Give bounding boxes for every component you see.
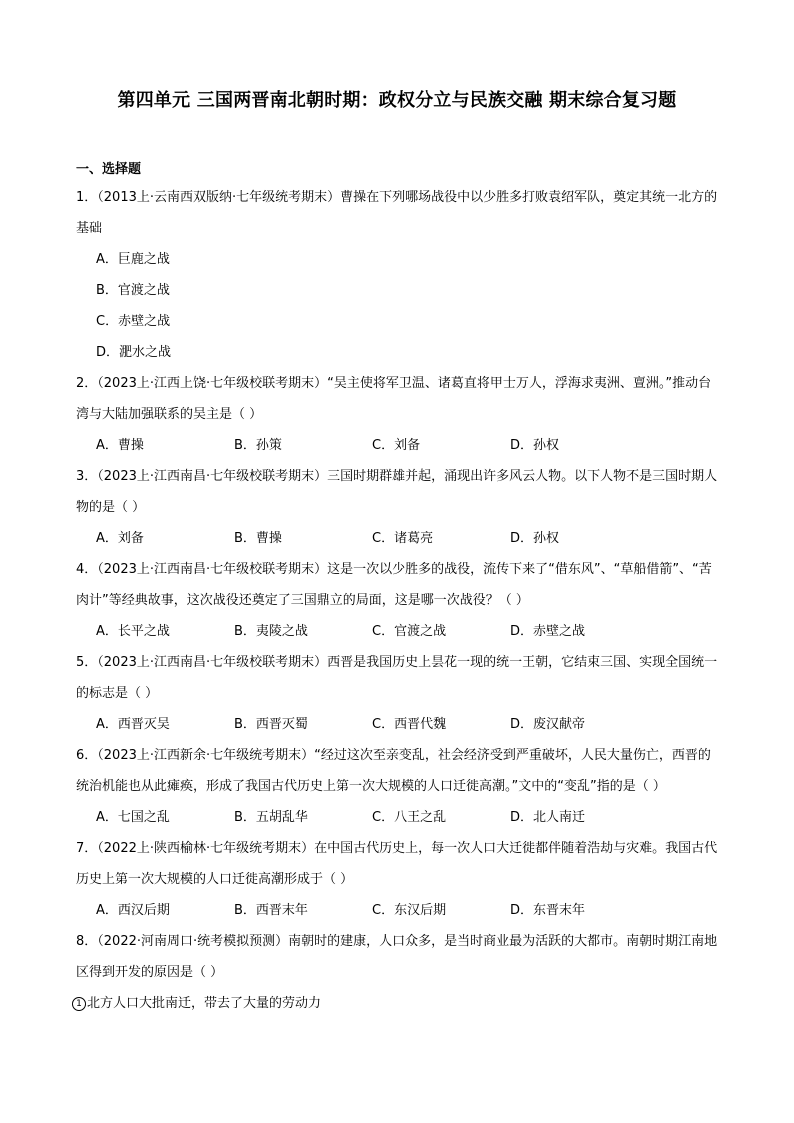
question-2-option-b: B．孙策 [234, 438, 282, 453]
question-8-statement-text: 北方人口大批南迁，带去了大量的劳动力 [87, 996, 322, 1011]
question-3-options [76, 523, 721, 554]
question-5-option-b: B．西晋灭蜀 [234, 717, 308, 732]
question-5-options [76, 709, 721, 740]
question-2-option-d: D．孙权 [510, 438, 560, 453]
question-8-statement-1 [72, 988, 721, 1019]
question-3-stem: 3．（2023上·江西南昌·七年级校联考期末）三国时期群雄并起，涌现出许多风云人物。以下人物不是三国时期人物的是（ ） [76, 469, 718, 515]
question-6-option-b: B．五胡乱华 [234, 810, 308, 825]
question-7-option-b: B．西晋末年 [234, 903, 308, 918]
question-2-option-a: A．曹操 [96, 438, 144, 453]
question-2-stem: 2．（2023上·江西上饶·七年级校联考期末）“吴主使将军卫温、诸葛直将甲士万人，浮海求夷洲、亶洲。”推动台湾与大陆加强联系的吴主是（ ） [76, 376, 712, 422]
question-3-option-b: B．曹操 [234, 531, 282, 546]
question-4-option-d: D．赤壁之战 [510, 624, 586, 639]
question-5-option-d: D．废汉献帝 [510, 717, 586, 732]
question-8-stem: 8．（2022·河南周口·统考模拟预测）南朝时的建康，人口众多，是当时商业最为活跃的大都市。南朝时期江南地区得到开发的原因是（ ） [76, 934, 718, 980]
question-list [76, 158, 721, 1019]
question-6-option-c: C．八王之乱 [372, 810, 447, 825]
question-1-stem: 1．（2013上·云南西双版纳·七年级统考期末）曹操在下列哪场战役中以少胜多打败袁绍军队，奠定其统一北方的基础 [76, 190, 718, 236]
question-2-option-c: C．刘备 [372, 438, 421, 453]
question-6-stem: 6．（2023上·江西新余·七年级统考期末）“经过这次至亲变乱，社会经济受到严重破坏，人民大量伤亡，西晋的统治机能也从此瘫痪，形成了我国古代历史上第一次大规模的人口迁徙高潮。”文中的“变乱”指的是（ ） [76, 748, 711, 794]
question-6-options [76, 802, 721, 833]
question-3-option-c: C．诸葛亮 [372, 531, 434, 546]
question-7-options [76, 895, 721, 926]
question-1-option-a: A．巨鹿之战 [96, 252, 170, 267]
section-heading: 一、选择题 [76, 162, 142, 177]
question-1-option-b: B．官渡之战 [96, 283, 170, 298]
question-7-option-c: C．东汉后期 [372, 903, 447, 918]
question-3-option-a: A．刘备 [96, 531, 144, 546]
question-1-option-c: C．赤壁之战 [96, 314, 171, 329]
question-4-option-b: B．夷陵之战 [234, 624, 308, 639]
question-4-options [76, 616, 721, 647]
question-4-stem: 4．（2023上·江西南昌·七年级校联考期末）这是一次以少胜多的战役，流传下来了“借东风”、“草船借箭”、“苦肉计”等经典故事，这次战役还奠定了三国鼎立的局面，这是哪一次战役？（ ） [76, 562, 712, 608]
question-5-option-a: A．西晋灭吴 [96, 717, 170, 732]
question-2-options [76, 430, 721, 461]
question-5-option-c: C．西晋代魏 [372, 717, 447, 732]
page-title: 第四单元 三国两晋南北朝时期：政权分立与民族交融 期末综合复习题 [117, 90, 677, 111]
question-6-option-d: D．北人南迁 [510, 810, 586, 825]
question-4-option-a: A．长平之战 [96, 624, 170, 639]
question-6-option-a: A．七国之乱 [96, 810, 170, 825]
question-7-option-a: A．西汉后期 [96, 903, 170, 918]
question-7-option-d: D．东晋末年 [510, 903, 586, 918]
question-4-option-c: C．官渡之战 [372, 624, 447, 639]
question-1-option-d: D．淝水之战 [96, 345, 172, 360]
question-7-stem: 7．（2022上·陕西榆林·七年级统考期末）在中国古代历史上，每一次人口大迁徙都伴随着浩劫与灾难。我国古代历史上第一次大规模的人口迁徙高潮形成于（ ） [76, 841, 718, 887]
question-3-option-d: D．孙权 [510, 531, 560, 546]
circled-number-1: 1 [72, 997, 86, 1011]
question-5-stem: 5．（2023上·江西南昌·七年级校联考期末）西晋是我国历史上昙花一现的统一王朝，它结束三国、实现全国统一的标志是（ ） [76, 655, 718, 701]
